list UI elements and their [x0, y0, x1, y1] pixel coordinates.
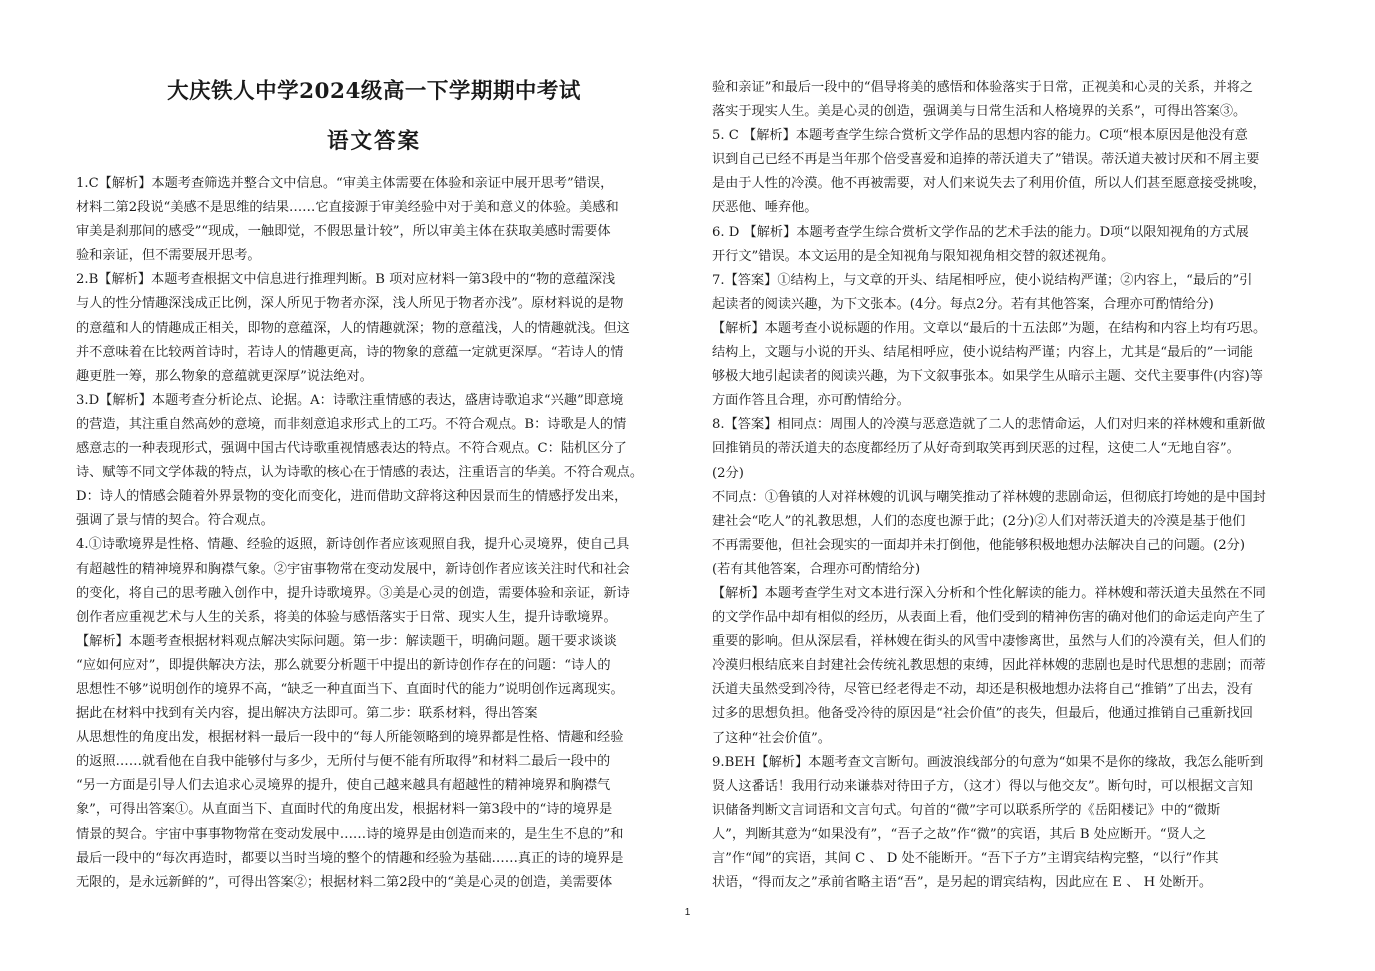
text-line: 了这种“社会价值”。 [712, 730, 831, 746]
text-line: 的返照……就看他在自我中能够付与多少，无所付与便不能有所取得”和材料二最后一段中的 [76, 754, 611, 770]
text-line: 开行文”错误。本文运用的是全知视角与限知视角相交替的叙述视角。 [712, 248, 1115, 264]
left-column [76, 172, 680, 895]
text-line: 验和亲证”和最后一段中的“倡导将美的感悟和体验落实于日常，正视美和心灵的关系，并将之 [712, 80, 1253, 95]
text-line: 7.【答案】①结构上，与文章的开头、结尾相呼应，使小说结构严谨；②内容上，“最后的”引 [712, 272, 1253, 288]
text-line: 沃道夫虽然受到冷待，尽管已经老得走不动，却还是积极地想办法将自己“推销”了出去，没有 [712, 682, 1253, 698]
page-number: 1 [684, 907, 691, 918]
text-line: 8.【答案】相同点：周围人的冷漠与恶意造就了二人的悲情命运，人们对归来的祥林嫂和重新做 [712, 417, 1266, 433]
text-line: 的意蕴和人的情趣成正相关，即物的意蕴深，人的情趣就深；物的意蕴浅，人的情趣就浅。但这 [76, 320, 630, 336]
text-line: 重要的影响。但从深层看，祥林嫂在街头的风雪中凄惨离世，虽然与人们的冷漠有关，但人们的 [712, 634, 1266, 650]
text-line: 趣更胜一筹，那么物象的意蕴就更深厚”说法绝对。 [76, 368, 373, 384]
text-line: 思想性不够”说明创作的境界不高，“缺乏一种直面当下、直面时代的能力”说明创作远离现实。 [76, 681, 624, 697]
text-line: 最后一段中的“每次再造时，都要以当时当境的整个的情趣和经验为基础……真正的诗的境界是 [76, 850, 624, 866]
text-line: 的文学作品中却有相似的经历，从表面上看，他们受到的精神伤害的确对他们的命运走向产生了 [712, 610, 1266, 626]
text-line: “另一方面是引导人们去追求心灵境界的提升，使自己越来越具有超越性的精神境界和胸襟气 [76, 778, 611, 794]
text-line: 识到自己已经不再是当年那个倍受喜爱和追捧的蒂沃道夫了”错误。蒂沃道夫被讨厌和不屑主要 [712, 152, 1260, 168]
text-line: 【解析】本题考查学生对文本进行深入分析和个性化解读的能力。祥林嫂和蒂沃道夫虽然在不同 [712, 585, 1266, 601]
document-subtitle: 语文答案 [326, 129, 421, 154]
text-line: 人”，判断其意为“如果没有”，“吾子之故”作“微”的宾语，其后 B 处应断开。“贤人之 [712, 826, 1207, 842]
text-line: 创作者应重视艺术与人生的关系，将美的体验与感悟落实于日常、现实人生，提升诗歌境界。 [76, 609, 617, 625]
text-line: 无限的，是永远新鲜的”，可得出答案②；根据材料二第2段中的“美是心灵的创造，美需要体 [76, 874, 613, 890]
text-line: 起读者的阅读兴趣，为下文张本。(4分。每点2分。若有其他答案，合理亦可酌情给分) [712, 296, 1214, 312]
text-line: 不再需要他，但社会现实的一面却并未打倒他，他能够积极地想办法解决自己的问题。(2分) [712, 537, 1245, 553]
text-line: 言”作“闻”的宾语，其间 C 、 D 处不能断开。“吾下子方”主谓宾结构完整，“以行”作其 [712, 851, 1219, 866]
text-line: 冷漠归根结底来自封建社会传统礼教思想的束缚，因此祥林嫂的悲剧也是时代思想的悲剧；而蒂 [712, 658, 1266, 674]
text-line: 状语，“得而友之”承前省略主语“吾”，是另起的谓宾结构，因此应在 E 、 H 处断开。 [712, 875, 1213, 891]
text-line: 验和亲证，但不需要展开思考。 [76, 248, 261, 264]
text-line: 据此在材料中找到有关内容，提出解决方法即可。第二步：联系材料，得出答案 [76, 706, 538, 722]
document-title: 大庆铁人中学2024级高一下学期期中考试 [167, 79, 581, 104]
text-line: 的营造，其注重自然高妙的意境，而非刻意追求形式上的工巧。不符合观点。B：诗歌是人的情 [76, 416, 627, 432]
text-line: 诗、赋等不同文学体裁的特点，认为诗歌的核心在于情感的表达，注重语言的华美。不符合观点。 [76, 465, 644, 481]
right-column [712, 76, 1312, 895]
text-line: 情景的契合。宇宙中事事物物常在变动发展中……诗的境界是由创造而来的，是生生不息的”和 [76, 826, 624, 842]
text-line: 的变化，将自己的思考融入创作中，提升诗歌境界。③美是心灵的创造，需要体验和亲证，新诗 [76, 585, 630, 601]
text-line: 2.B【解析】本题考查根据文中信息进行推理判断。B 项对应材料一第3段中的“物的意蕴深浅 [76, 272, 616, 288]
text-line: (2分) [712, 465, 744, 481]
text-line: 贤人这番话！我用行动来谦恭对待田子方，（这才）得以与他交友”。断句时，可以根据文言知 [712, 778, 1253, 794]
text-line: 4.①诗歌境界是性格、情趣、经验的返照，新诗创作者应该观照自我，提升心灵境界，使自己具 [76, 537, 630, 553]
text-line: 识储备判断文言词语和文言句式。句首的“微”字可以联系所学的《岳阳楼记》中的“微斯 [712, 802, 1221, 818]
text-line: D：诗人的情感会随着外界景物的变化而变化，进而借助文辞将这种因景而生的情感抒发出来， [76, 489, 628, 505]
text-line: 9.BEH【解析】本题考查文言断句。画波浪线部分的句意为“如果不是你的缘故，我怎么能听到 [712, 754, 1264, 770]
text-line: 从思想性的角度出发，根据材料一最后一段中的“每人所能领略到的境界都是性格、情趣和经验 [76, 730, 624, 746]
text-line: “应如何应对”，即提供解决方法，那么就要分析题干中提出的新诗创作存在的问题：“诗人的 [76, 657, 611, 673]
text-line: 并不意味着在比较两首诗时，若诗人的情趣更高，诗的物象的意蕴一定就更深厚。“若诗人的情 [76, 344, 624, 360]
text-line: 方面作答且合理，亦可酌情给分。 [712, 393, 910, 409]
text-line: 建社会“吃人”的礼教思想，人们的态度也源于此；(2分)②人们对蒂沃道夫的冷漠是基于他们 [712, 513, 1246, 529]
text-line: 感意志的一种表现形式，强调中国古代诗歌重视情感表达的特点。不符合观点。C：陆机区分了 [76, 441, 627, 457]
text-line: 6. D 【解析】本题考查学生综合赏析文学作品的艺术手法的能力。D项“以限知视角的方式展 [712, 224, 1249, 240]
text-line: 【解析】本题考查根据材料观点解决实际问题。第一步：解读题干，明确问题。题干要求谈谈 [76, 633, 617, 649]
text-line: 1.C【解析】本题考查筛选并整合文中信息。“审美主体需要在体验和亲证中展开思考”错误， [76, 176, 614, 191]
text-line: 5. C 【解析】本题考查学生综合赏析文学作品的思想内容的能力。C项“根本原因是他没有意 [712, 128, 1248, 144]
text-line: (若有其他答案，合理亦可酌情给分) [712, 561, 921, 577]
text-line: 结构上，文题与小说的开头、结尾相呼应，使小说结构严谨；内容上，尤其是“最后的”一词能 [712, 345, 1253, 361]
text-line: 不同点：①鲁镇的人对祥林嫂的讥讽与嘲笑推动了祥林嫂的悲剧命运，但彻底打垮她的是中国封 [712, 489, 1266, 505]
text-line: 与人的性分情趣深浅成正比例，深人所见于物者亦深，浅人所见于物者亦浅”。原材料说的是物 [76, 296, 624, 312]
text-line: 审美是刹那间的感受”“现成，一触即觉，不假思量计较”，所以审美主体在获取美感时需要体 [76, 224, 611, 240]
text-line: 落实于现实人生。美是心灵的创造，强调美与日常生活和人格境界的关系”，可得出答案③。 [712, 104, 1247, 120]
text-line: 回推销员的蒂沃道夫的态度都经历了从好奇到取笑再到厌恶的过程，这使二人“无地自容”。 [712, 441, 1240, 457]
text-line: 【解析】本题考查小说标题的作用。文章以“最后的十五法郎”为题，在结构和内容上均有巧思。 [712, 320, 1267, 336]
text-line: 够极大地引起读者的阅读兴趣，为下文叙事张本。如果学生从暗示主题、交代主要事件(内容)等 [712, 369, 1263, 385]
text-line: 是由于人性的冷漠。他不再被需要，对人们来说失去了利用价值，所以人们甚至愿意接受挑唆， [712, 176, 1266, 192]
text-line: 有超越性的精神境界和胸襟气象。②宇宙事物常在变动发展中，新诗创作者应该关注时代和社会 [76, 561, 630, 577]
text-line: 强调了景与情的契合。符合观点。 [76, 513, 274, 529]
text-line: 过多的思想负担。他备受冷待的原因是“社会价值”的丧失，但最后，他通过推销自己重新找回 [712, 706, 1253, 722]
text-line: 厌恶他、唾弃他。 [712, 200, 818, 216]
text-line: 材料二第2段说“美感不是思维的结果……它直接源于审美经验中对于美和意义的体验。美感和 [76, 200, 619, 216]
text-line: 象”，可得出答案①。从直面当下、直面时代的角度出发，根据材料一第3段中的“诗的境界是 [76, 802, 613, 818]
text-line: 3.D【解析】本题考查分析论点、论据。A：诗歌注重情感的表达，盛唐诗歌追求“兴趣”即意境 [76, 392, 624, 408]
